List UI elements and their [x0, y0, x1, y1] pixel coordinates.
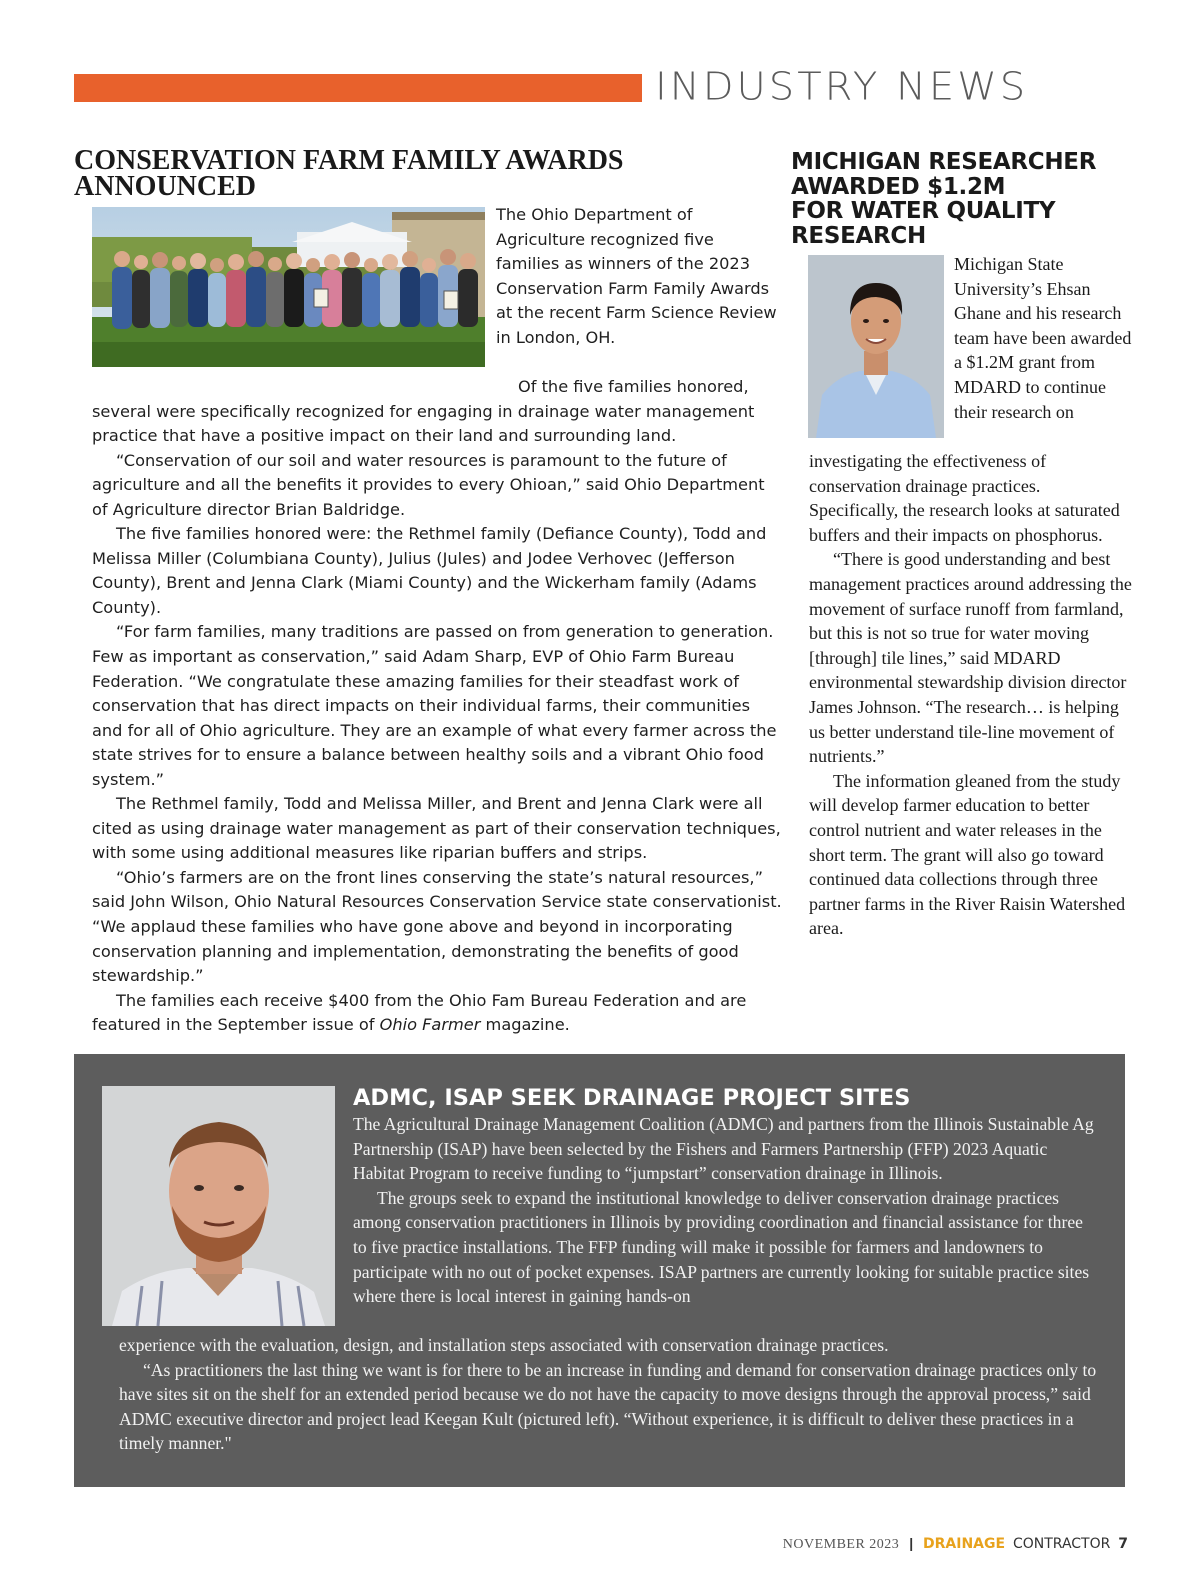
article2-paragraph: “There is good understanding and best management practices around addressing the movement of surface runoff from farmland, but this is not so true for water moving [through] tile lines,” said MDARD environmental stewardship division director James Johnson. “The research… is helping us better understand tile-line movement of nutrients.” [809, 549, 1132, 767]
article1-paragraph: The five families honored were: the Rethmel family (Defiance County), Todd and Melissa Miller (Columbiana County), Julius (Jules) and Jodee Verhovec (Jefferson County), Brent and Jenna Clark (Miami County) and the Wickerham family (Adams County). [92, 524, 767, 617]
article2-headline [791, 150, 1131, 248]
article1-paragraph: Of the five families honored, several were specifically recognized for engaging in drainage water management practice that have a positive impact on their land and surrounding land. [92, 377, 755, 446]
magazine-brand-part1: DRAINAGE [923, 1536, 1006, 1552]
article1-paragraph: The Rethmel family, Todd and Melissa Miller, and Brent and Jenna Clark were all cited as using drainage water management as part of their conservation techniques, with some using additional measures like riparian buffers and strips. [92, 794, 781, 863]
article2-body [809, 449, 1134, 941]
article1-paragraph: The families each receive $400 from the Ohio Fam Bureau Federation and are featured in the September issue of Ohio Farmer magazine. [92, 990, 747, 1035]
article2-headline-line: RESEARCH [791, 222, 926, 249]
article2-headline-line: FOR WATER QUALITY [791, 198, 1056, 224]
award-families-photo [92, 207, 485, 367]
article1-paragraph: “For farm families, many traditions are passed on from generation to generation. Few as important as conservation,” said Adam Sharp, EVP of Ohio Farm Bureau Federation. “We congratulate these amazing families for their steadfast work of conservation that has direct impacts on their individual farms, their communities and for all of Ohio agriculture. They are an example of what every farmer across the state strives for to ensure a balance between healthy soils and a vibrant Ohio food system.” [92, 622, 777, 789]
article3-body [119, 1333, 1099, 1456]
article2-intro-paragraph: Michigan State University’s Ehsan Ghane and his research team have been awarded a $1.2M grant from MDARD to continue their research on [954, 254, 1132, 422]
magazine-title: Ohio Farmer [379, 1015, 481, 1035]
article3-paragraph: “As practitioners the last thing we want is for there to be an increase in funding and demand for conservation drainage practices only to have sites sit on the shelf for an extended period because we do not have the capacity to move designs through the approval process,” said ADMC executive director and project lead Keegan Kult (pictured left). “Without experience, it is difficult to deliver these practices in a timely manner." [119, 1359, 1097, 1454]
article1-headline: CONSERVATION FARM FAMILY AWARDS ANNOUNCED [74, 145, 624, 202]
article1-intro [496, 203, 781, 350]
page-number: 7 [1118, 1536, 1128, 1552]
article2-paragraph: The information gleaned from the study will develop farmer education to better control nutrient and water releases in the short term. The grant will also go toward continued data collections through three partner farms in the River Raisin Watershed area. [809, 770, 1126, 939]
article1-body [92, 375, 782, 1038]
article2-intro [954, 252, 1134, 424]
article2-headline-line: MICHIGAN RESEARCHER [791, 149, 1097, 175]
article1-paragraph: “Conservation of our soil and water resources is paramount to the future of agriculture and all the benefits it provides to every Ohioan,” said Ohio Department of Agriculture director Brian Baldridge. [92, 450, 765, 519]
header-accent-bar [74, 74, 642, 102]
footer-separator: | [909, 1535, 914, 1551]
article2-paragraph: investigating the effectiveness of conservation drainage practices. Specifically, the research looks at saturated buffers and their impacts on phosphorus. [809, 451, 1120, 545]
magazine-brand-part2: CONTRACTOR [1012, 1536, 1111, 1552]
article3-paragraph: The groups seek to expand the institutional knowledge to deliver conservation drainage practices among conservation practitioners in Illinois by providing coordination and financial assistance for three to five practice installations. The FFP funding will make it possible for farmers and landowners to participate with no out of pocket expenses. ISAP partners are currently looking for suitable practice sites where there is local interest in gaining hands-on [353, 1187, 1090, 1307]
section-title: INDUSTRY NEWS [655, 64, 1029, 110]
article2-headline-line: AWARDED $1.2M [791, 173, 1006, 200]
article3-paragraph: The Agricultural Drainage Management Coalition (ADMC) and partners from the Illinois Sustainable Ag Partnership (ISAP) have been selected by the Fishers and Farmers Partnership (FFP) 2023 Aquatic Habitat Program to receive funding to “jumpstart” conservation drainage in Illinois. [353, 1114, 1094, 1184]
article1-intro-paragraph: The Ohio Department of Agriculture recognized five families as winners of the 2023 Conservation Farm Family Awards at the recent Farm Science Review in London, OH. [496, 205, 777, 347]
page-footer [783, 1533, 1128, 1553]
article3-intro [353, 1112, 1098, 1309]
researcher-portrait-photo [808, 255, 944, 438]
article3-paragraph: experience with the evaluation, design, and installation steps associated with conservation drainage practices. [119, 1335, 889, 1355]
keegan-kult-portrait-photo [102, 1086, 335, 1326]
article1-paragraph: “Ohio’s farmers are on the front lines conserving the state’s natural resources,” said John Wilson, Ohio Natural Resources Conservation Service state conservationist. “We applaud these families who have gone above and beyond in incorporating conservation planning and implementation, demonstrating the benefits of good stewardship.” [92, 867, 782, 986]
issue-date: NOVEMBER 2023 [782, 1537, 900, 1552]
article3-headline: ADMC, ISAP SEEK DRAINAGE PROJECT SITES [353, 1085, 911, 1111]
